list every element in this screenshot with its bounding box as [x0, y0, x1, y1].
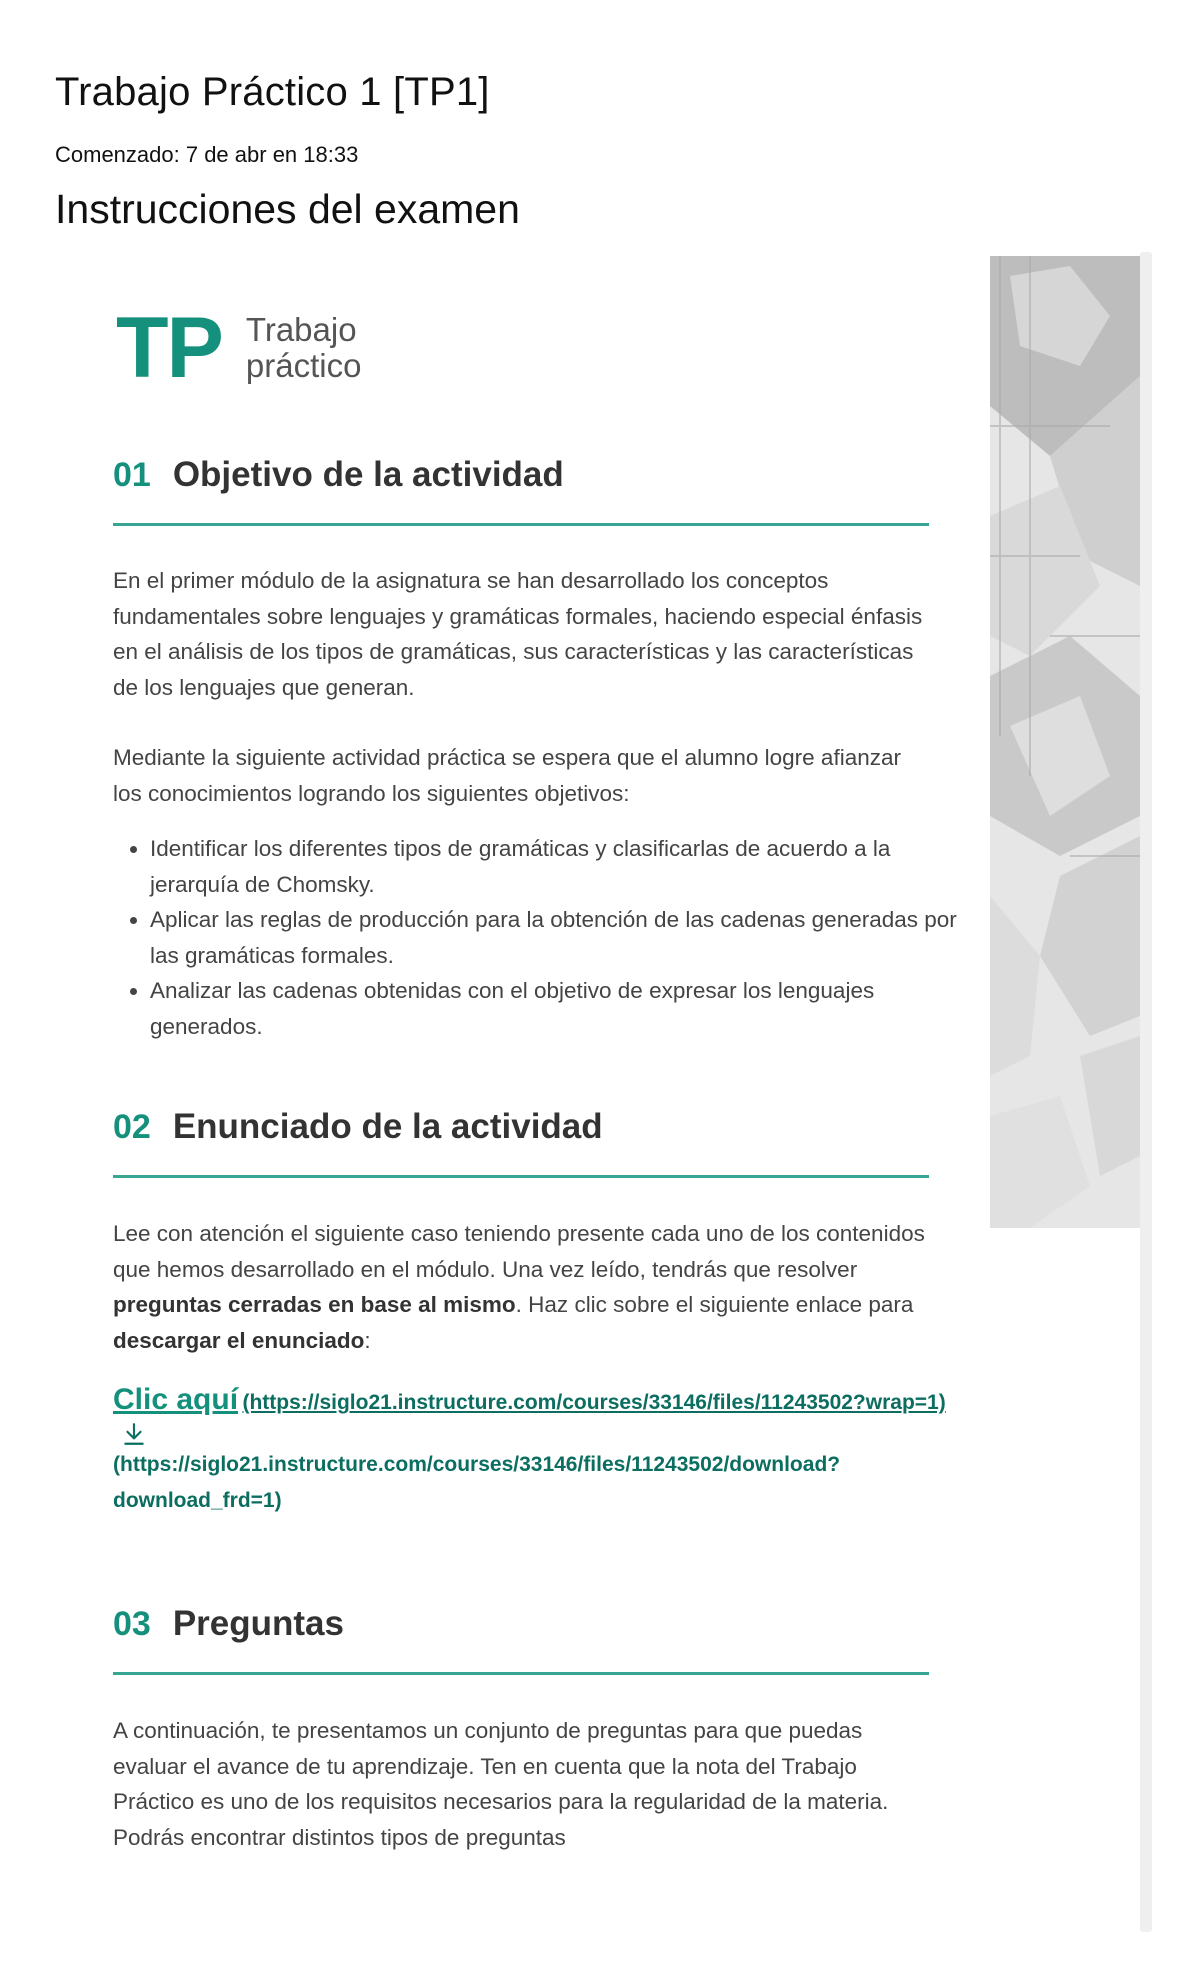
- statement-text-3: :: [364, 1327, 371, 1353]
- section-heading-01: [113, 455, 929, 526]
- section-title: Preguntas: [172, 1604, 344, 1643]
- started-timestamp: Comenzado: 7 de abr en 18:33: [55, 142, 359, 167]
- download-links: [113, 1383, 953, 1519]
- instructions-heading: Instrucciones del examen: [55, 186, 520, 232]
- quiz-title: Trabajo Práctico 1 [TP1]: [55, 70, 490, 114]
- architecture-pattern-icon: [990, 256, 1140, 1228]
- view-file-link[interactable]: (https://siglo21.instructure.com/courses/33146/files/11243502?wrap=1): [242, 1391, 946, 1414]
- section-number: 03: [113, 1605, 151, 1643]
- section-title: Objetivo de la actividad: [172, 455, 564, 494]
- logo-mark: TP: [116, 300, 222, 396]
- logo-text: [246, 312, 362, 384]
- logo-line-1: Trabajo: [245, 311, 357, 348]
- list-item: • Aplicar las reglas de producción para la obtención de las cadenas generadas por las gramáticas formales.: [150, 902, 970, 973]
- download-icon[interactable]: [121, 1421, 147, 1447]
- logo-line-2: práctico: [245, 347, 362, 384]
- section-number: 01: [113, 456, 151, 494]
- section-heading-03: [113, 1604, 929, 1675]
- statement-text-2: . Haz clic sobre el siguiente enlace para: [515, 1292, 914, 1317]
- list-item: • Analizar las cadenas obtenidas con el objetivo de expresar los lenguajes generados.: [150, 973, 970, 1044]
- statement-bold-2: descargar el enunciado: [113, 1327, 365, 1353]
- decorative-side-image: [990, 256, 1140, 1228]
- list-item: • Identificar los diferentes tipos de gramáticas y clasificarlas de acuerdo a la jerarquía de Chomsky.: [150, 831, 970, 902]
- download-file-link[interactable]: (https://siglo21.instructure.com/courses/33146/files/11243502/download?download_frd=1): [113, 1453, 841, 1512]
- clic-aqui-link[interactable]: Clic aquí: [113, 1383, 239, 1416]
- section-number: 02: [113, 1108, 151, 1146]
- statement-paragraph: [113, 1216, 933, 1358]
- objective-paragraph-1: En el primer módulo de la asignatura se han desarrollado los conceptos fundamentales sobre lenguajes y gramáticas formales, haciendo especial énfasis en el análisis de los tipos de gramáticas, sus características y las características de los lenguajes que generan.: [113, 568, 923, 700]
- statement-bold-1: preguntas cerradas en base al mismo: [113, 1292, 516, 1317]
- objective-paragraph-2: Mediante la siguiente actividad práctica se espera que el alumno logre afianzar los conocimientos logrando los siguientes objetivos:: [113, 745, 901, 806]
- questions-paragraph: A continuación, te presentamos un conjunto de preguntas para que puedas evaluar el avance de tu aprendizaje. Ten en cuenta que la nota del Trabajo Práctico es uno de los requisitos necesarios para la regularidad de la materia. Podrás encontrar distintos tipos de preguntas: [113, 1718, 889, 1850]
- scrollbar[interactable]: [1140, 252, 1152, 1932]
- section-title: Enunciado de la actividad: [172, 1107, 603, 1146]
- objectives-list: [113, 831, 970, 1044]
- section-heading-02: [113, 1107, 929, 1178]
- statement-text-1: Lee con atención el siguiente caso teniendo presente cada uno de los contenidos que hemos desarrollado en el módulo. Una vez leído, tendrás que resolver: [113, 1221, 925, 1282]
- tp-logo: [116, 300, 362, 396]
